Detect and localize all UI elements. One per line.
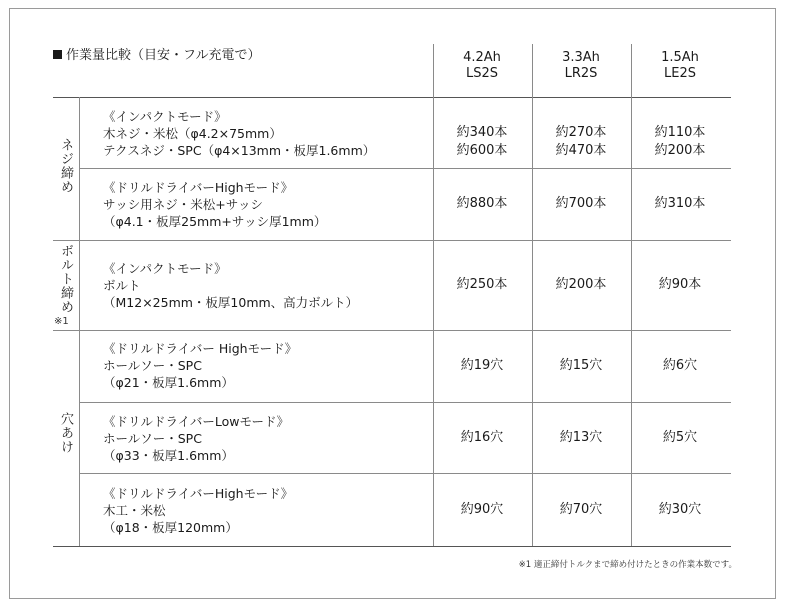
value-cell: 約70穴: [559, 502, 603, 517]
row-description: 《インパクトモード》 木ネジ・米松（φ4.2×75mm） テクスネジ・SPC（φ4×13mm・板厚1.6mm）: [103, 109, 376, 158]
bottom-rule: [53, 546, 731, 547]
column-divider: [433, 44, 434, 546]
row-divider: [79, 168, 731, 169]
column-divider: [532, 44, 533, 546]
row-description: 《ドリルドライバーLowモード》 ホールソー・SPC （φ33・板厚1.6mm）: [103, 414, 289, 463]
value-cell: 約6穴: [662, 358, 698, 373]
title-text: 作業量比較（目安・フル充電で）: [66, 48, 261, 63]
value-cell: 約30穴: [658, 502, 702, 517]
table-title: [53, 44, 260, 63]
group-label-screw: ネジ締め: [58, 138, 73, 194]
value-cell: 約13穴: [559, 430, 603, 445]
value-cell: 約200本: [555, 277, 607, 292]
value-cell: 約90本: [658, 277, 702, 292]
group-label-hole: 穴あけ: [58, 412, 73, 454]
group-note-bolt: ※1: [54, 316, 69, 327]
footnote: ※1 適正締付トルクまで締め付けたときの作業本数です。: [518, 560, 737, 570]
value-cell: 約110本 約200本: [654, 125, 706, 158]
col-header-ls2s: 4.2Ah LS2S: [463, 50, 501, 81]
column-divider: [631, 44, 632, 546]
col-header-lr2s: 3.3Ah LR2S: [562, 50, 600, 81]
row-description: 《ドリルドライバーHighモード》 サッシ用ネジ・米松+サッシ （φ4.1・板厚25mm+サッシ厚1mm）: [103, 180, 327, 229]
header-rule: [53, 97, 731, 98]
row-description: 《ドリルドライバーHighモード》 木工・米松 （φ18・板厚120mm）: [103, 486, 294, 535]
value-cell: 約15穴: [559, 358, 603, 373]
group-label-bolt: ボルト締め: [58, 244, 73, 314]
row-divider: [79, 402, 731, 403]
value-cell: 約310本: [654, 196, 706, 211]
row-description: 《インパクトモード》 ボルト （M12×25mm・板厚10mm、高力ボルト）: [103, 261, 359, 310]
group-divider: [53, 240, 731, 241]
value-cell: 約700本: [555, 196, 607, 211]
value-cell: 約250本: [456, 277, 508, 292]
row-divider: [79, 473, 731, 474]
group-column-divider: [79, 97, 80, 546]
value-cell: 約5穴: [662, 430, 698, 445]
value-cell: 約19穴: [460, 358, 504, 373]
group-divider: [53, 330, 731, 331]
row-description: 《ドリルドライバー Highモード》 ホールソー・SPC （φ21・板厚1.6mm）: [103, 341, 298, 390]
value-cell: 約880本: [456, 196, 508, 211]
col-header-le2s: 1.5Ah LE2S: [661, 50, 699, 81]
value-cell: 約16穴: [460, 430, 504, 445]
value-cell: 約340本 約600本: [456, 125, 508, 158]
square-bullet-icon: [53, 50, 62, 59]
value-cell: 約270本 約470本: [555, 125, 607, 158]
value-cell: 約90穴: [460, 502, 504, 517]
